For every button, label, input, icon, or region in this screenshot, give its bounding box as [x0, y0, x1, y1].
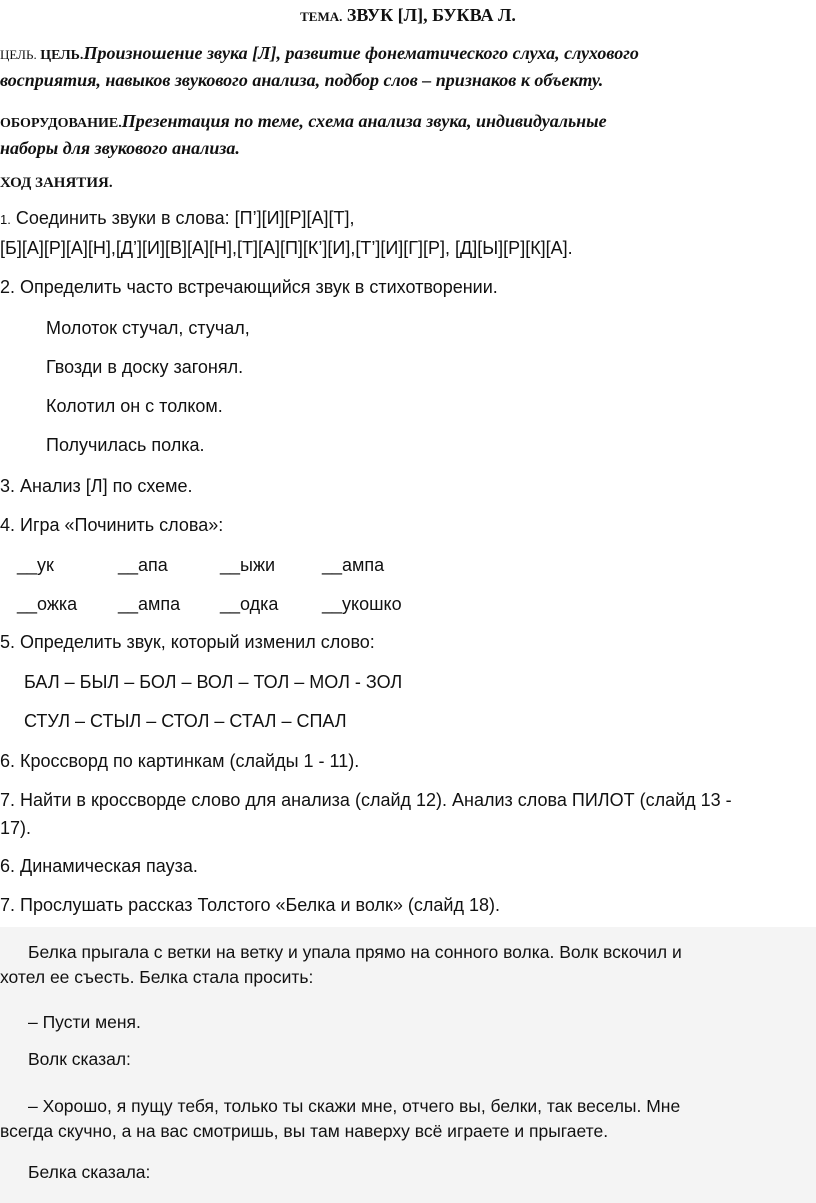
story-p4-line-1: – Хорошо, я пущу тебя, только ты скажи мне, отчего вы, белки, так веселы. Мне	[28, 1096, 681, 1116]
task-6: 6. Кроссворд по картинкам (слайды 1 - 11).	[0, 751, 360, 771]
goal-line-1	[0, 43, 639, 64]
fix-word-2-2: __ампа	[118, 594, 181, 614]
goal-text-1: Произношение звука [Л], развитие фонематического слуха, слухового	[83, 43, 639, 63]
poem-line-1: Молоток стучал, стучал,	[46, 318, 250, 338]
goal-label-small: ЦЕЛЬ.	[0, 47, 37, 62]
tema-label: ТЕМА.	[300, 9, 343, 24]
task-1-text-2: [Б][А][Р][А][Н],[Д’][И][В][А][Н],[Т][А][П][К’][И],[Т’][И][Г][Р], [Д][Ы][Р][К][А].	[0, 238, 573, 258]
story-p5: Белка сказала:	[28, 1162, 151, 1182]
task-1-text-1: Соединить звуки в слова: [П’][И][Р][А][Т],	[10, 208, 355, 228]
equipment-line-1	[0, 111, 607, 132]
fix-word-1-2: __апа	[118, 555, 168, 575]
story-p1-line-2: хотел ее съесть. Белка стала просить:	[0, 967, 314, 987]
task-7-line-2: 17).	[0, 818, 32, 838]
task-7b: 7. Прослушать рассказ Толстого «Белка и волк» (слайд 18).	[0, 895, 500, 915]
equipment-text-1: Презентация по теме, схема анализа звука, индивидуальные	[121, 111, 607, 131]
story-p3: Волк сказал:	[28, 1049, 131, 1069]
task-1-line-1	[0, 208, 355, 229]
fix-word-1-1: __ук	[17, 555, 54, 575]
task-6b: 6. Динамическая пауза.	[0, 856, 198, 876]
equipment-text-2: наборы для звукового анализа.	[0, 138, 240, 158]
word-chain-1: БАЛ – БЫЛ – БОЛ – ВОЛ – ТОЛ – МОЛ - ЗОЛ	[24, 672, 403, 692]
story-p2: – Пусти меня.	[28, 1012, 141, 1032]
task-5: 5. Определить звук, который изменил слово:	[0, 632, 375, 652]
task-1-number: 1.	[0, 212, 11, 227]
word-chain-2: СТУЛ – СТЫЛ – СТОЛ – СТАЛ – СПАЛ	[24, 711, 347, 731]
story-p4-line-2: всегда скучно, а на вас смотришь, вы там наверху всё играете и прыгаете.	[0, 1121, 609, 1141]
equipment-label: ОБОРУДОВАНИЕ.	[0, 116, 122, 131]
fix-word-1-3: __ыжи	[220, 555, 276, 575]
task-2: 2. Определить часто встречающийся звук в стихотворении.	[0, 277, 498, 297]
tema-text: ЗВУК [Л], БУКВА Л.	[342, 5, 516, 25]
fix-word-1-4: __ампа	[322, 555, 385, 575]
story-p1-line-1: Белка прыгала с ветки на ветку и упала прямо на сонного волка. Волк вскочил и	[28, 942, 682, 962]
poem-line-4: Получилась полка.	[46, 435, 205, 455]
poem-line-2: Гвозди в доску загонял.	[46, 357, 244, 377]
fix-word-2-3: __одка	[220, 594, 279, 614]
fix-word-2-4: __укошко	[322, 594, 402, 614]
fix-word-2-1: __ожка	[17, 594, 78, 614]
goal-label-bold: ЦЕЛЬ.	[36, 48, 84, 63]
progress-heading: ХОД ЗАНЯТИЯ.	[0, 175, 113, 191]
task-4: 4. Игра «Починить слова»:	[0, 515, 224, 535]
task-3: 3. Анализ [Л] по схеме.	[0, 476, 193, 496]
goal-text-2: восприятия, навыков звукового анализа, подбор слов – признаков к объекту.	[0, 70, 604, 90]
page-title	[0, 5, 816, 26]
task-7-line-1: 7. Найти в кроссворде слово для анализа (слайд 12). Анализ слова ПИЛОТ (слайд 13 -	[0, 790, 732, 810]
poem-line-3: Колотил он с толком.	[46, 396, 223, 416]
